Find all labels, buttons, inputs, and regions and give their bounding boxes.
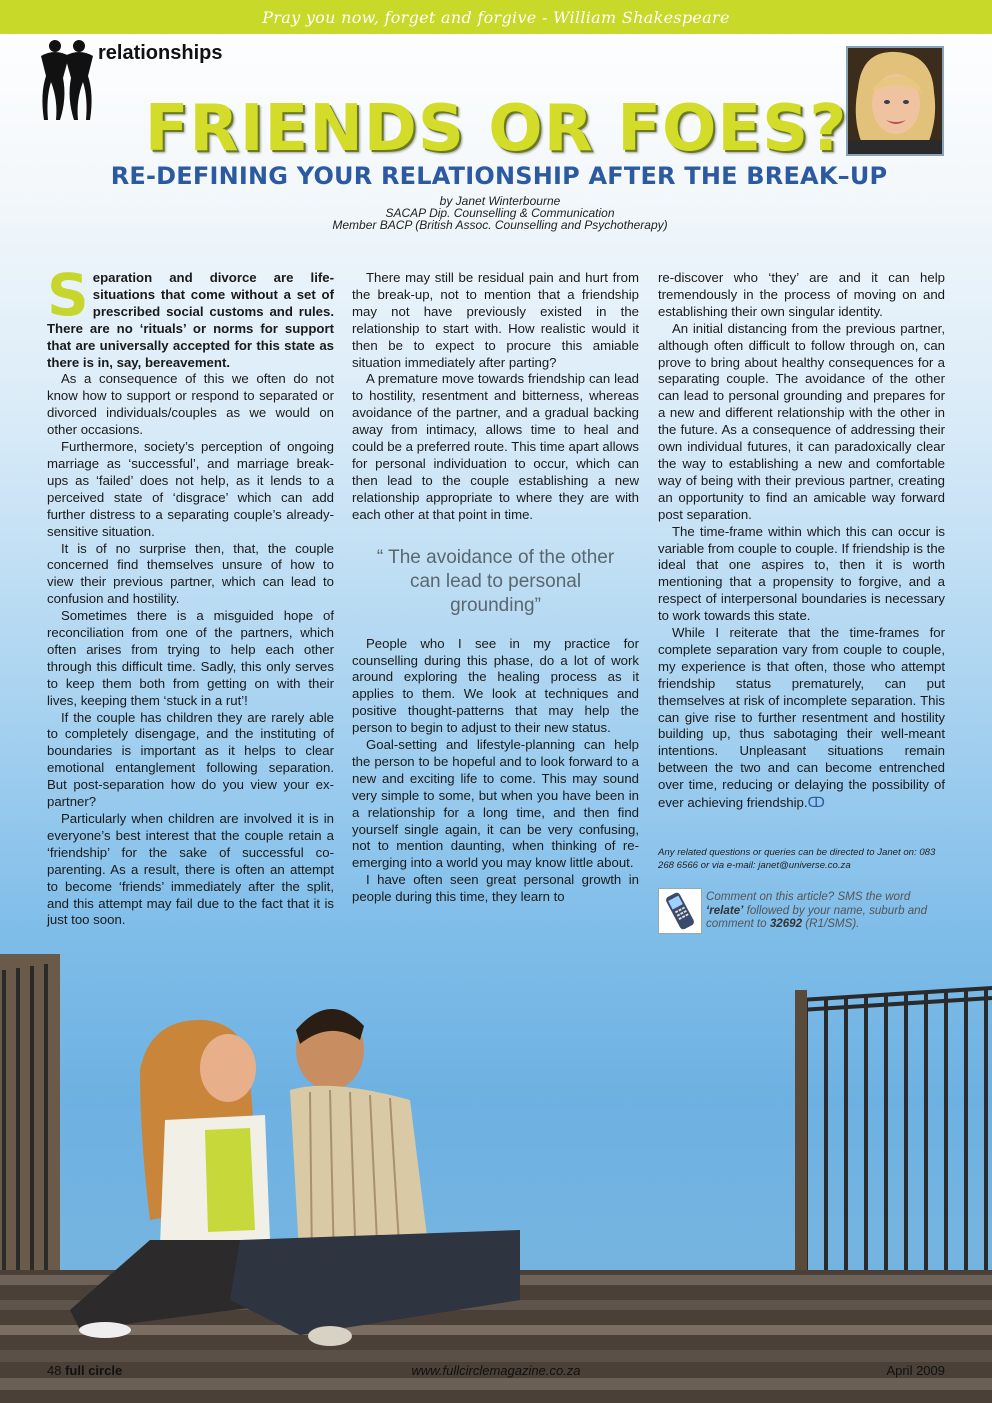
couple-on-stairs-photo [0,940,992,1403]
magazine-url: www.fullcirclemagazine.co.za [411,1363,581,1378]
body-paragraph: A premature move towards friendship can lead to hostility, resentment and bitterness, whereas avoidance of the partner, and a gradual backing away from intimacy, allows time to heal and could be a preferred route. This time apart allows for personal individuation to occur, which can then lead to the couple establishing a new relationship appropriate to where they are with each other at that point in time. [352,371,639,522]
body-paragraph: Sometimes there is a misguided hope of reconciliation from one of the partners, which often arises from trying to help each other through this difficult time. Sadly, this only serves to keep them both from getting on with their lives, keeping them ‘stuck in a rut’! [47,608,334,708]
body-paragraph: It is of no surprise then, that, the couple concerned find themselves unsure of how to view their previous partner, which can lead to confusion and hostility. [47,540,334,607]
body-paragraph: re-discover who ‘they’ are and it can help tremendously in the process of moving on and establishing their own singular identity. [658,270,945,319]
article-subtitle: RE-DEFINING YOUR RELATIONSHIP AFTER THE BREAK–UP [110,162,888,190]
sms-text: Comment on this article? SMS the word [706,890,911,903]
page-num: 48 [47,1363,62,1378]
sms-text: followed by your name, suburb and comment to [706,903,928,930]
body-paragraph: As a consequence of this we often do not know how to support or respond to separated or divorced individuals/couples as we would on other occasions. [47,371,334,438]
article-title: FRIENDS OR FOES? [144,92,848,166]
sms-keyword: ‘relate’ [706,903,744,917]
body-paragraph: People who I see in my practice for counselling during this phase, do a lot of work around exploring the healing process as it applies to them. We look at techniques and positive thought-patterns that may help the person to begin to adjust to their new status. [352,635,639,736]
byline-credential: SACAP Dip. Counselling & Communication [385,206,615,220]
lead-paragraph [47,261,334,371]
body-paragraph: An initial distancing from the previous partner, although often difficult to follow through on, can prove to bring about healthy consequences for a separating couple. The avoidance of the other can lead to personal grounding and prepares for a new and different relationship with the other in the future. As a consequence of addressing their own individual futures, it can paradoxically clear the way to establishing a new and comfortable way of being with their previous partner, creating an opportunity to find an amicable way forward post separation. [658,320,945,522]
article-column-3 [658,270,945,812]
pull-quote: “ The avoidance of the other can lead to personal grounding” [376,546,615,616]
mobile-phone-icon [658,888,702,934]
body-paragraph: The time-frame within which this can occur is variable from couple to couple. If friendship is the ideal that one aspires to, then it is worth mentioning that a propensity to forgive, and a respect of interpersonal boundaries is necessary to work towards this state. [658,523,945,624]
sms-text: (R1/SMS). [805,917,860,930]
body-paragraph: I have often seen great personal growth in people during this time, they learn to [352,872,639,905]
lead-text: eparation and divorce are life-situations that come without a set of prescribed social customs and rules. There are no ‘rituals’ or norms for support that are universally accepted for this state as there is in, say, bereavement. [47,270,334,370]
article-column-2 [352,270,639,906]
sms-instructions [706,890,946,931]
article-column-1 [47,261,334,929]
body-paragraph: Furthermore, society’s perception of ongoing marriage as ‘successful’, and marriage break-ups as ‘failed’ does not help, as it lends to a perceived state of ‘disgrace’ which can add further distress to a separating couple’s already-sensitive situation. [47,439,334,539]
quote-banner [0,0,992,34]
closing-text: While I reiterate that the time-frames for complete separation vary from couple to couple, my experience is that often, those who attempt friendship status prematurely, can put themselves at risk of incomplete separation. This can give rise to further resentment and hostility building up, thus sabotaging their well-meant intentions. Unpleasant situations remain between the two and can become entrenched over time, reducing or delaying the possibility of ever achieving friendship. [658,625,945,811]
byline [300,195,700,231]
body-paragraph: If the couple has children they are rarely able to completely disengage, and the instituting of boundaries is important as it helps to clear emotional entanglement following separation. But post-separation how do you view your ex-partner? [47,709,334,810]
railing-right [800,988,992,1270]
end-mark-icon: ↀ [807,794,825,811]
contact-note: Any related questions or queries can be directed to Janet on: 083 268 6566 or via e-mail: janet@universe.co.za [658,847,936,871]
drop-cap: S [47,261,89,329]
sms-number: 32692 [769,917,803,930]
byline-credential: Member BACP (British Assoc. Counselling and Psychotherapy) [332,218,668,232]
body-paragraph: Particularly when children are involved it is in everyone’s best interest that the couple retain a ‘friendship’ for the sake of successful co-parenting. As a result, there is often an attempt to become ‘friends’ immediately after the split, and this attempt may fail due to the fact that it is just too soon. [47,811,334,928]
body-paragraph [658,625,945,812]
section-label: relationships [98,42,223,64]
banner-quote: Pray you now, forget and forgive - William Shakespeare [262,7,730,27]
magazine-name: full circle [65,1363,123,1378]
byline-author: by Janet Winterbourne [439,194,561,208]
sms-comment-box [658,886,945,936]
body-paragraph: Goal-setting and lifestyle-planning can help the person to be hopeful and to look forward to a new and exciting life to come. This may sound very simple to some, but when you have been in a relationship for a long time, and then find yourself single again, it can be very confusing, not to mention daunting, when thinking of re-emerging into a world you may know little about. [352,737,639,871]
body-paragraph: There may still be residual pain and hurt from the break-up, not to mention that a friendship may not have previously existed in the relationship to start with. How realistic would it then be to expect to procure this amiable situation immediately after parting? [352,270,639,370]
issue-date: April 2009 [886,1363,945,1378]
couple [70,1009,520,1346]
